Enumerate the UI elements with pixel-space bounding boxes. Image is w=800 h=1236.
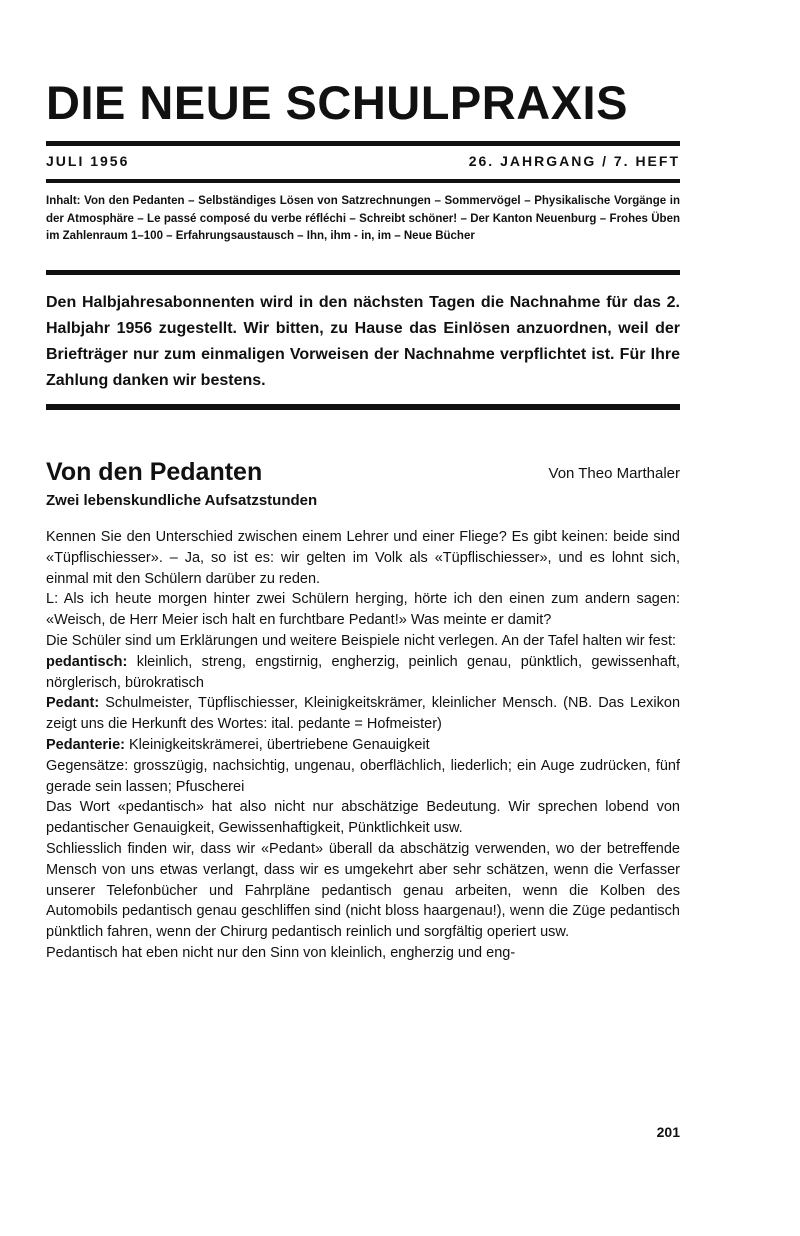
- article-body: [46, 527, 680, 964]
- issue-volume: 26. JAHRGANG / 7. HEFT: [468, 153, 680, 169]
- paragraph: Die Schüler sind um Erklärungen und weitere Beispiele nicht verlegen. An der Tafel halten wir fest:: [46, 632, 677, 649]
- journal-title: DIE NEUE SCHULPRAXIS: [46, 76, 628, 129]
- definition-pedanterie: [46, 735, 680, 756]
- article-author: Von Theo Marthaler: [548, 465, 680, 482]
- article-title: Von den Pedanten: [46, 458, 263, 486]
- divider-rule: [46, 179, 680, 183]
- definition-term: Pedant:: [46, 695, 100, 712]
- definition-term: pedantisch:: [46, 653, 128, 670]
- contents-text: Von den Pedanten – Selbständiges Lösen von Satzrechnungen – Sommervögel – Physikalische Vorgänge in der Atmosphäre – Le passé composé du verbe réfléchi – Schreibt schöner! – Der Kanton Neuenburg – Frohes Üben im Zahlenraum 1–100 – Erfahrungsaustausch – Ihn, ihm - in, im – Neue Bücher: [46, 195, 680, 242]
- paragraph: L: Als ich heute morgen hinter zwei Schülern herging, hörte ich den einen zum andern sagen: «Weisch, de Herr Meier isch halt en furchtbare Pedant!» Was meinte er damit?: [46, 591, 680, 629]
- table-of-contents: [46, 193, 680, 246]
- issue-info: [46, 153, 680, 169]
- subscription-notice: Den Halbjahresabonnenten wird in den nächsten Tagen die Nachnahme für das 2. Halbjahr 1956 zugestellt. Wir bitten, zu Hause das Einlösen anzuordnen, weil der Briefträger nur zum einmaligen Vorweisen der Nachnahme verpflichtet ist. Für Ihre Zahlung danken wir bestens.: [46, 294, 680, 389]
- paragraph: Schliesslich finden wir, dass wir «Pedant» überall da abschätzig verwenden, wo der betreffende Mensch von uns etwas verlangt, dass wir es umgekehrt aber sehr schätzen, wenn die Verfasser unserer Telefonbücher und Fahrpläne pedantisch genau arbeiten, wenn die Kolben des Automobils pedantisch genau geschliffen sind (nicht bloss haargenau!), wenn die Züge pedantisch pünktlich fahren, wenn der Chirurg pedantisch reinlich und sorgfältig operiert usw.: [46, 840, 680, 941]
- divider-rule: [46, 270, 680, 275]
- paragraph: Kennen Sie den Unterschied zwischen einem Lehrer und einer Fliege? Es gibt keinen: beide sind «Tüpflischiesser». – Ja, so ist es: wir gelten im Volk als «Tüpflischiesser», und es lohnt sich, einmal mit den Schülern darüber zu reden.: [46, 529, 680, 587]
- definition-pedant: [46, 693, 680, 735]
- definition-text: Kleinigkeitskrämerei, übertriebene Genauigkeit: [129, 736, 430, 753]
- divider-rule: [46, 141, 680, 146]
- paragraph: Pedantisch hat eben nicht nur den Sinn von kleinlich, engherzig und eng-: [46, 944, 516, 961]
- page-number: 201: [656, 1124, 680, 1140]
- definition-text: kleinlich, streng, engstirnig, engherzig, peinlich genau, pünktlich, gewissenhaft, nörglerisch, bürokratisch: [46, 653, 680, 691]
- definition-term: Pedanterie:: [46, 736, 125, 753]
- issue-date: JULI 1956: [46, 153, 130, 169]
- contents-label: Inhalt:: [46, 195, 81, 207]
- paragraph: Das Wort «pedantisch» hat also nicht nur abschätzige Bedeutung. Wir sprechen lobend von pedantischer Genauigkeit, Gewissenhaftigkeit, Pünktlichkeit usw.: [46, 799, 680, 837]
- article-subtitle: Zwei lebenskundliche Aufsatzstunden: [46, 492, 318, 509]
- paragraph: Gegensätze: grosszügig, nachsichtig, ungenau, oberflächlich, liederlich; ein Auge zudrücken, fünf gerade sein lassen; Pfuscherei: [46, 757, 680, 795]
- definition-pedantisch: [46, 652, 680, 694]
- definition-text: Schulmeister, Tüpflischiesser, Kleinigkeitskrämer, kleinlicher Mensch. (NB. Das Lexikon zeigt uns die Herkunft des Wortes: ital. pedante = Hofmeister): [46, 695, 681, 733]
- divider-rule: [46, 404, 680, 410]
